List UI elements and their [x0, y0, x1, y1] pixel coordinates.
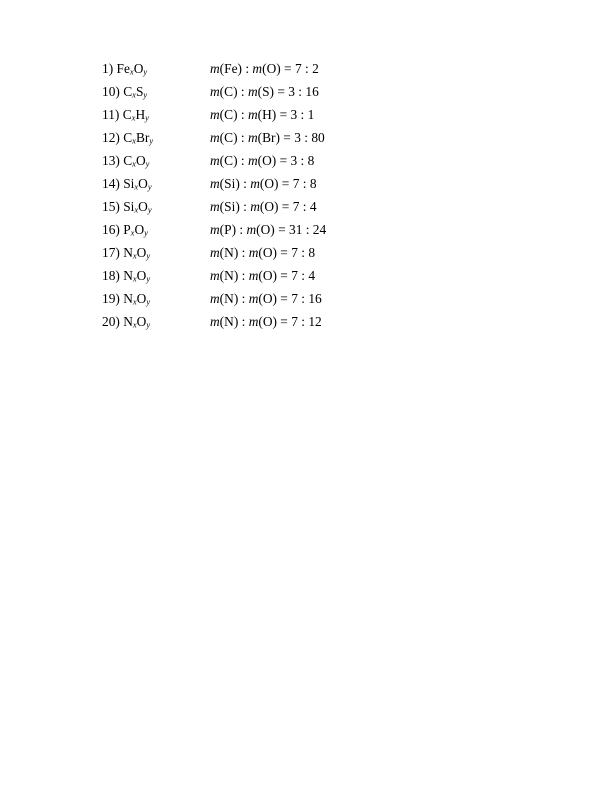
item-number: 20) [102, 314, 120, 329]
element-symbol-1: Si [123, 199, 135, 214]
element-symbol-1: C [122, 107, 132, 122]
item-number: 12) [102, 130, 120, 145]
mass-element-a: N [224, 314, 234, 329]
mass-symbol: m [210, 291, 220, 306]
subscript-x: x [132, 296, 137, 307]
mass-symbol: m [250, 199, 260, 214]
compound-formula [102, 106, 149, 124]
mass-symbol: m [246, 222, 257, 237]
ratio-value: 3 : 80 [294, 130, 325, 145]
problem-row [102, 60, 402, 83]
item-number: 17) [102, 245, 120, 260]
item-number: 15) [102, 199, 120, 214]
compound-formula [102, 313, 150, 331]
element-symbol-2: O [138, 176, 148, 191]
mass-symbol: m [210, 268, 220, 283]
mass-symbol: m [250, 176, 260, 191]
subscript-x: x [132, 250, 137, 261]
problem-row [102, 290, 402, 313]
mass-symbol: m [248, 314, 259, 329]
element-symbol-2: O [136, 291, 147, 306]
mass-element-b: O [260, 222, 271, 237]
item-number: 18) [102, 268, 120, 283]
compound-formula [102, 244, 150, 262]
mass-ratio: m(Fe) : m(O) = 7 : 2 [210, 61, 319, 76]
subscript-y: y [146, 319, 151, 330]
element-symbol-2: O [136, 268, 147, 283]
compound-formula [102, 175, 152, 193]
mass-symbol: m [210, 153, 220, 168]
mass-symbol: m [210, 199, 220, 214]
mass-symbol: m [210, 222, 220, 237]
mass-ratio: m(N) : m(O) = 7 : 16 [210, 291, 322, 306]
element-symbol-1: P [123, 222, 131, 237]
compound-formula [102, 152, 149, 170]
subscript-y: y [145, 112, 149, 123]
element-symbol-1: C [123, 84, 133, 99]
problem-row [102, 129, 402, 152]
mass-element-b: O [262, 153, 272, 168]
problem-row [102, 198, 402, 221]
element-symbol-1: Fe [116, 61, 130, 76]
subscript-y: y [149, 135, 154, 146]
compound-formula [102, 221, 148, 239]
mass-ratio: m(C) : m(Br) = 3 : 80 [210, 130, 325, 145]
compound-formula [102, 83, 147, 101]
mass-ratio: m(N) : m(O) = 7 : 4 [210, 268, 316, 283]
mass-symbol: m [248, 268, 259, 283]
compound-formula [102, 290, 150, 308]
mass-symbol: m [210, 130, 220, 145]
ratio-value: 7 : 2 [294, 61, 319, 76]
problem-row [102, 221, 402, 244]
item-number: 11) [102, 107, 120, 122]
mass-symbol: m [248, 291, 259, 306]
element-symbol-2: Br [135, 130, 150, 145]
mass-symbol: m [252, 61, 263, 76]
subscript-x: x [132, 158, 136, 169]
item-number: 14) [102, 176, 120, 191]
mass-symbol: m [210, 176, 220, 191]
mass-element-b: O [262, 268, 273, 283]
compound-formula [102, 267, 150, 285]
mass-ratio: m(C) : m(O) = 3 : 8 [210, 153, 315, 168]
mass-element-b: S [262, 84, 270, 99]
problem-row [102, 106, 402, 129]
mass-symbol: m [210, 84, 220, 99]
item-number: 16) [102, 222, 120, 237]
mass-ratio: m(C) : m(H) = 3 : 1 [210, 107, 315, 122]
element-symbol-1: N [123, 291, 133, 306]
subscript-x: x [132, 273, 137, 284]
ratio-value: 7 : 8 [292, 176, 317, 191]
element-symbol-1: C [123, 153, 133, 168]
ratio-value: 31 : 24 [289, 222, 327, 237]
mass-element-a: N [224, 291, 234, 306]
subscript-x: x [132, 319, 137, 330]
subscript-y: y [147, 204, 152, 215]
mass-symbol: m [247, 130, 258, 145]
problem-row [102, 152, 402, 175]
element-symbol-2: O [136, 314, 147, 329]
mass-symbol: m [210, 245, 220, 260]
mass-symbol: m [210, 314, 220, 329]
mass-element-a: C [224, 153, 234, 168]
compound-formula [102, 129, 153, 147]
mass-element-a: N [224, 268, 234, 283]
problem-row [102, 313, 402, 336]
subscript-x: x [134, 204, 139, 215]
subscript-y: y [145, 158, 150, 169]
mass-element-a: C [224, 84, 234, 99]
mass-element-b: O [264, 176, 274, 191]
ratio-value: 3 : 8 [290, 153, 315, 168]
mass-symbol: m [247, 84, 258, 99]
item-number: 1) [102, 61, 114, 76]
problem-list [102, 60, 402, 336]
subscript-x: x [134, 181, 139, 192]
subscript-y: y [146, 273, 151, 284]
mass-element-b: H [262, 107, 272, 122]
subscript-x: x [131, 112, 136, 123]
ratio-value: 7 : 4 [292, 199, 317, 214]
element-symbol-2: O [134, 222, 145, 237]
element-symbol-2: S [135, 84, 144, 99]
element-symbol-2: O [138, 199, 148, 214]
ratio-value: 3 : 16 [288, 84, 319, 99]
element-symbol-1: N [123, 245, 133, 260]
element-symbol-1: Si [123, 176, 135, 191]
mass-symbol: m [247, 153, 258, 168]
subscript-y: y [146, 296, 151, 307]
element-symbol-2: O [135, 153, 146, 168]
ratio-value: 7 : 8 [291, 245, 316, 260]
mass-element-a: P [224, 222, 232, 237]
element-symbol-1: N [123, 268, 133, 283]
subscript-y: y [147, 181, 152, 192]
mass-ratio: m(P) : m(O) = 31 : 24 [210, 222, 327, 237]
element-symbol-1: C [123, 130, 133, 145]
mass-element-b: O [262, 291, 273, 306]
element-symbol-2: O [133, 61, 144, 76]
mass-element-b: O [262, 314, 273, 329]
mass-symbol: m [210, 61, 220, 76]
problem-row [102, 83, 402, 106]
ratio-value: 7 : 4 [291, 268, 316, 283]
subscript-y: y [144, 227, 148, 238]
mass-element-a: C [224, 130, 234, 145]
subscript-y: y [143, 66, 148, 77]
mass-symbol: m [210, 107, 220, 122]
mass-element-a: Si [224, 176, 236, 191]
compound-formula [102, 60, 147, 78]
mass-element-b: O [262, 245, 273, 260]
mass-element-a: Si [224, 199, 236, 214]
mass-element-a: Fe [224, 61, 238, 76]
mass-ratio: m(Si) : m(O) = 7 : 4 [210, 199, 317, 214]
item-number: 19) [102, 291, 120, 306]
element-symbol-1: N [123, 314, 133, 329]
ratio-value: 3 : 1 [290, 107, 315, 122]
mass-ratio: m(C) : m(S) = 3 : 16 [210, 84, 319, 99]
ratio-value: 7 : 16 [291, 291, 322, 306]
mass-symbol: m [248, 245, 259, 260]
subscript-y: y [143, 89, 148, 100]
compound-formula [102, 198, 152, 216]
problem-row [102, 175, 402, 198]
mass-ratio: m(Si) : m(O) = 7 : 8 [210, 176, 317, 191]
mass-element-a: N [224, 245, 234, 260]
mass-symbol: m [247, 107, 258, 122]
problem-row [102, 267, 402, 290]
mass-ratio: m(N) : m(O) = 7 : 12 [210, 314, 322, 329]
mass-element-b: O [264, 199, 274, 214]
item-number: 10) [102, 84, 120, 99]
mass-element-a: C [224, 107, 234, 122]
subscript-y: y [146, 250, 151, 261]
subscript-x: x [130, 227, 135, 238]
problem-row [102, 244, 402, 267]
mass-element-b: O [266, 61, 277, 76]
mass-element-b: Br [262, 130, 276, 145]
ratio-value: 7 : 12 [291, 314, 322, 329]
item-number: 13) [102, 153, 120, 168]
subscript-x: x [129, 66, 134, 77]
element-symbol-2: O [136, 245, 147, 260]
subscript-x: x [132, 89, 136, 100]
subscript-x: x [132, 135, 136, 146]
mass-ratio: m(N) : m(O) = 7 : 8 [210, 245, 316, 260]
element-symbol-2: H [135, 107, 146, 122]
